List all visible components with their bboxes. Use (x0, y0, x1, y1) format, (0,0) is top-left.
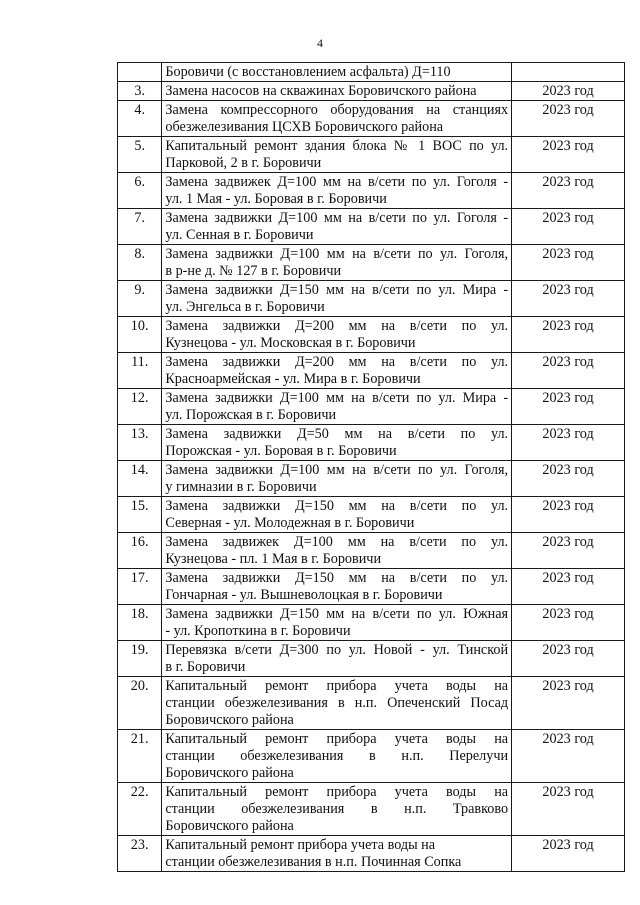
work-description-line: в г. Боровичи (165, 659, 246, 675)
work-description-line: Замена задвижки Д=150 мм на в/сети по ул. Мира - (165, 282, 509, 298)
work-description-line: Капитальный ремонт прибора учета воды на (165, 837, 436, 853)
row-number-cell: 22. (118, 783, 162, 836)
deadline-year-cell: 2023 год (512, 137, 625, 173)
work-description-cell (162, 63, 512, 82)
deadline-year-cell: 2023 год (512, 783, 625, 836)
table-row (118, 245, 625, 281)
work-description-line: у гимназии в г. Боровичи (165, 479, 317, 495)
work-description-line: Замена задвижки Д=100 мм на в/сети по ул. Гоголя, (165, 462, 509, 478)
table-row (118, 82, 625, 101)
row-number-cell: 9. (118, 281, 162, 317)
work-description-cell (162, 317, 512, 353)
row-number-cell: 14. (118, 461, 162, 497)
work-description-line: Замена задвижек Д=100 мм на в/сети по ул. Гоголя - (165, 174, 509, 190)
work-description-line: станции обезжелезивания в н.п. Перелучи (165, 748, 509, 764)
work-description-cell (162, 569, 512, 605)
work-description-line: Замена компрессорного оборудования на станциях (165, 102, 509, 118)
table-row (118, 533, 625, 569)
work-description-line: - ул. Кропоткина в г. Боровичи (165, 623, 351, 639)
work-description-cell (162, 425, 512, 461)
deadline-year-cell: 2023 год (512, 836, 625, 872)
deadline-year-cell: 2023 год (512, 461, 625, 497)
table-row (118, 461, 625, 497)
work-description-cell (162, 497, 512, 533)
deadline-year-cell: 2023 год (512, 497, 625, 533)
table-row (118, 836, 625, 872)
work-description-line: Кузнецова - ул. Московская в г. Боровичи (165, 335, 416, 351)
work-description-cell (162, 533, 512, 569)
row-number-cell: 8. (118, 245, 162, 281)
work-description-line: Замена насосов на скважинах Боровичского района (165, 83, 477, 99)
row-number-cell: 4. (118, 101, 162, 137)
table-row (118, 783, 625, 836)
row-number-cell: 13. (118, 425, 162, 461)
row-number-cell (118, 63, 162, 82)
table-row (118, 317, 625, 353)
work-description-line: Замена задвижки Д=50 мм на в/сети по ул. (165, 426, 509, 442)
deadline-year-cell: 2023 год (512, 245, 625, 281)
work-description-cell (162, 245, 512, 281)
work-description-cell (162, 209, 512, 245)
work-description-line: Замена задвижки Д=200 мм на в/сети по ул. (165, 318, 509, 334)
deadline-year-cell: 2023 год (512, 569, 625, 605)
work-description-line: Северная - ул. Молодежная в г. Боровичи (165, 515, 415, 531)
work-description-line: Боровичского района (165, 818, 294, 834)
row-number-cell: 16. (118, 533, 162, 569)
deadline-year-cell (512, 63, 625, 82)
work-description-line: станции обезжелезивания в н.п. Опеченский Посад (165, 695, 509, 711)
row-number-cell: 6. (118, 173, 162, 209)
work-description-line: Капитальный ремонт прибора учета воды на (165, 784, 509, 800)
work-description-line: Капитальный ремонт прибора учета воды на (165, 678, 509, 694)
table-row (118, 641, 625, 677)
table-row (118, 677, 625, 730)
deadline-year-cell: 2023 год (512, 641, 625, 677)
work-description-line: Замена задвижки Д=150 мм на в/сети по ул. (165, 498, 509, 514)
deadline-year-cell: 2023 год (512, 730, 625, 783)
row-number-cell: 21. (118, 730, 162, 783)
work-description-line: Замена задвижки Д=150 мм на в/сети по ул. (165, 570, 509, 586)
work-description-line: Замена задвижки Д=100 мм на в/сети по ул. Мира - (165, 390, 509, 406)
work-description-line: Замена задвижек Д=100 мм на в/сети по ул. (165, 534, 509, 550)
work-description-cell (162, 389, 512, 425)
row-number-cell: 12. (118, 389, 162, 425)
table-row (118, 137, 625, 173)
row-number-cell: 10. (118, 317, 162, 353)
table-row (118, 209, 625, 245)
work-description-cell (162, 836, 512, 872)
deadline-year-cell: 2023 год (512, 353, 625, 389)
row-number-cell: 20. (118, 677, 162, 730)
work-description-line: Замена задвижки Д=200 мм на в/сети по ул. (165, 354, 509, 370)
work-description-line: Боровичского района (165, 765, 294, 781)
work-description-cell (162, 173, 512, 209)
deadline-year-cell: 2023 год (512, 281, 625, 317)
work-description-line: Порожская - ул. Боровая в г. Боровичи (165, 443, 397, 459)
deadline-year-cell: 2023 год (512, 101, 625, 137)
work-description-line: Красноармейская - ул. Мира в г. Боровичи (165, 371, 421, 387)
work-description-line: ул. Сенная в г. Боровичи (165, 227, 314, 243)
deadline-year-cell: 2023 год (512, 605, 625, 641)
table-row (118, 605, 625, 641)
table-row (118, 173, 625, 209)
work-description-line: ул. Энгельса в г. Боровичи (165, 299, 325, 315)
work-description-cell (162, 353, 512, 389)
table-row (118, 389, 625, 425)
table-row (118, 353, 625, 389)
table-row (118, 425, 625, 461)
row-number-cell: 11. (118, 353, 162, 389)
work-description-cell (162, 137, 512, 173)
work-description-cell (162, 101, 512, 137)
table-row (118, 101, 625, 137)
work-description-line: в р-не д. № 127 в г. Боровичи (165, 263, 342, 279)
row-number-cell: 17. (118, 569, 162, 605)
table-row (118, 63, 625, 82)
page-number: 4 (317, 36, 323, 50)
table-row (118, 730, 625, 783)
work-description-cell (162, 281, 512, 317)
work-description-cell (162, 641, 512, 677)
works-table-body (118, 63, 625, 872)
deadline-year-cell: 2023 год (512, 425, 625, 461)
row-number-cell: 23. (118, 836, 162, 872)
works-table (117, 62, 625, 872)
deadline-year-cell: 2023 год (512, 533, 625, 569)
deadline-year-cell: 2023 год (512, 389, 625, 425)
work-description-line: Кузнецова - пл. 1 Мая в г. Боровичи (165, 551, 382, 567)
work-description-line: Парковой, 2 в г. Боровичи (165, 155, 322, 171)
deadline-year-cell: 2023 год (512, 677, 625, 730)
deadline-year-cell: 2023 год (512, 209, 625, 245)
work-description-line: Замена задвижки Д=150 мм на в/сети по ул. Южная (165, 606, 509, 622)
work-description-cell (162, 605, 512, 641)
table-row (118, 569, 625, 605)
row-number-cell: 18. (118, 605, 162, 641)
work-description-line: Боровичи (с восстановлением асфальта) Д=110 (165, 64, 451, 80)
work-description-line: станции обезжелезивания в н.п. Починная Сопка (165, 854, 462, 870)
work-description-line: обезжелезивания ЦСХВ Боровичского района (165, 119, 444, 135)
work-description-line: Капитальный ремонт прибора учета воды на (165, 731, 509, 747)
work-description-cell (162, 783, 512, 836)
deadline-year-cell: 2023 год (512, 317, 625, 353)
work-description-line: Перевязка в/сети Д=300 по ул. Новой - ул. Тинской (165, 642, 509, 658)
work-description-line: ул. 1 Мая - ул. Боровая в г. Боровичи (165, 191, 387, 207)
work-description-cell (162, 461, 512, 497)
work-description-cell (162, 82, 512, 101)
row-number-cell: 7. (118, 209, 162, 245)
row-number-cell: 15. (118, 497, 162, 533)
row-number-cell: 3. (118, 82, 162, 101)
work-description-line: Капитальный ремонт здания блока № 1 ВОС по ул. (165, 138, 509, 154)
row-number-cell: 5. (118, 137, 162, 173)
deadline-year-cell: 2023 год (512, 173, 625, 209)
row-number-cell: 19. (118, 641, 162, 677)
work-description-cell (162, 730, 512, 783)
work-description-line: Замена задвижки Д=100 мм на в/сети по ул. Гоголя, (165, 246, 509, 262)
work-description-line: ул. Порожская в г. Боровичи (165, 407, 337, 423)
table-row (118, 281, 625, 317)
work-description-line: Боровичского района (165, 712, 294, 728)
table-row (118, 497, 625, 533)
work-description-line: Замена задвижки Д=100 мм на в/сети по ул. Гоголя - (165, 210, 509, 226)
work-description-line: Гончарная - ул. Вышневолоцкая в г. Боровичи (165, 587, 443, 603)
work-description-line: станции обезжелезивания в н.п. Травково (165, 801, 509, 817)
deadline-year-cell: 2023 год (512, 82, 625, 101)
work-description-cell (162, 677, 512, 730)
